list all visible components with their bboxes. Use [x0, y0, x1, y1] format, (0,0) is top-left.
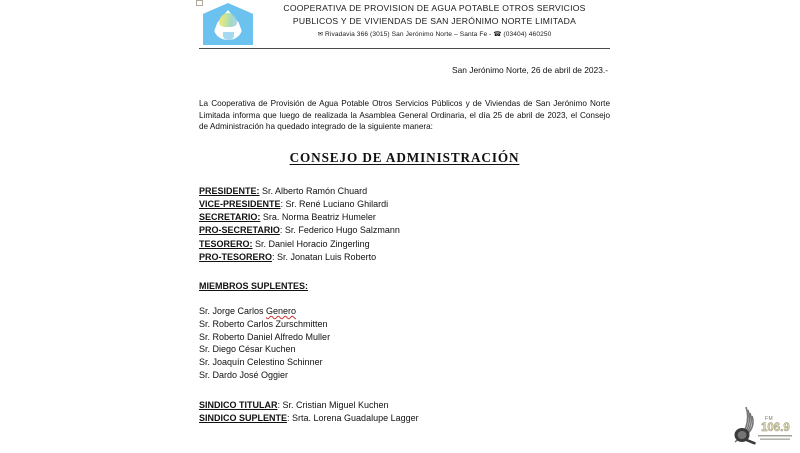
officer-role: VICE-PRESIDENTE: [199, 198, 281, 209]
list-item: [199, 369, 610, 382]
member-name: Sr. Roberto Carlos Zurschmitten: [199, 318, 328, 329]
member-name: Sr. Jorge Carlos: [199, 306, 267, 316]
watermark-prefix: FM: [765, 416, 774, 422]
header-divider: [199, 48, 610, 49]
list-item: [199, 185, 610, 198]
alternates-list: [199, 305, 610, 382]
member-name: Sr. Dardo José Oggier: [199, 369, 289, 380]
org-name-line-2: PUBLICOS Y DE VIVIENDAS DE SAN JERÓNIMO NORTE LIMITADA: [292, 15, 577, 26]
org-name-line-1: COOPERATIVA DE PROVISION DE AGUA POTABLE OTROS SERVICIOS: [283, 3, 586, 13]
officer-person: Sr. Alberto Ramón Chuard: [262, 185, 368, 196]
logo-base-accent: [223, 32, 234, 40]
list-item: [199, 305, 610, 318]
telephone-icon: ☎: [493, 31, 502, 38]
officer-person: Sr. Daniel Horacio Zingerling: [255, 238, 370, 249]
officer-role: PRESIDENTE:: [199, 185, 260, 196]
alternates-heading: MIEMBROS SUPLENTES:: [199, 281, 309, 291]
list-item: [199, 412, 610, 425]
officer-role: PRO-SECRETARIO: [199, 225, 280, 236]
officers-list: [199, 185, 610, 264]
list-item: [199, 211, 610, 224]
address-text: Rivadavia 366 (3015) San Jerónimo Norte – Santa Fe -: [325, 31, 492, 38]
officer-person: Sra. Norma Beatriz Humeler: [262, 212, 376, 223]
sindicos-list: [199, 399, 610, 425]
member-name: Sr. Roberto Daniel Alfredo Muller: [199, 331, 331, 342]
letterhead-text: [257, 2, 610, 40]
list-item: [199, 251, 610, 264]
list-item: [199, 356, 610, 369]
list-item: [199, 224, 610, 237]
officer-person: : Sr. René Luciano Ghilardi: [280, 198, 389, 209]
intro-paragraph: La Cooperativa de Provisión de Agua Potable Otros Servicios Públicos y de Viviendas de San Jerónimo Norte Limitada informa que luego de realizada la Asamblea General Ordinaria, el día 25 de abril de 2023, el Consejo de Administración ha quedado integrado de la siguiente manera:: [199, 99, 610, 132]
officer-role: TESORERO:: [199, 238, 253, 249]
page-title: CONSEJO DE ADMINISTRACIÓN: [289, 149, 520, 165]
logo-rainbow-accent: [219, 13, 237, 27]
envelope-icon: ✉: [317, 31, 324, 38]
sindico-role: SINDICO SUPLENTE: [199, 412, 288, 423]
letterhead: [199, 0, 610, 46]
officer-person: : Sr. Jonatan Luis Roberto: [272, 251, 377, 262]
microphone-icon: [735, 428, 757, 445]
sindico-person: : Sr. Cristian Miguel Kuchen: [277, 399, 389, 410]
list-item: [199, 399, 610, 412]
cooperative-water-drop-logo: [199, 2, 257, 45]
list-item: [199, 318, 610, 331]
officer-person: : Sr. Federico Hugo Salzmann: [279, 225, 400, 236]
list-item: [199, 343, 610, 356]
list-item: [199, 331, 610, 344]
sindico-person: : Srta. Lorena Guadalupe Lagger: [287, 412, 419, 423]
sindico-role: SINDICO TITULAR: [199, 399, 278, 410]
list-item: [199, 238, 610, 251]
dateline: San Jerónimo Norte, 26 de abril de 2023.-: [452, 65, 608, 75]
radio-station-watermark: [730, 402, 796, 448]
watermark-frequency: 106.9: [761, 422, 790, 434]
member-name: Sr. Joaquín Celestino Schinner: [199, 357, 323, 368]
phone-text: (03404) 460250: [503, 31, 552, 38]
member-name: Sr. Diego César Kuchen: [199, 344, 296, 355]
contact-line: [259, 29, 610, 40]
document-content: [199, 0, 610, 425]
member-name-flagged: Genero: [266, 306, 297, 316]
list-item: [199, 198, 610, 211]
officer-role: SECRETARIO:: [199, 212, 261, 223]
officer-role: PRO-TESORERO: [199, 251, 273, 262]
